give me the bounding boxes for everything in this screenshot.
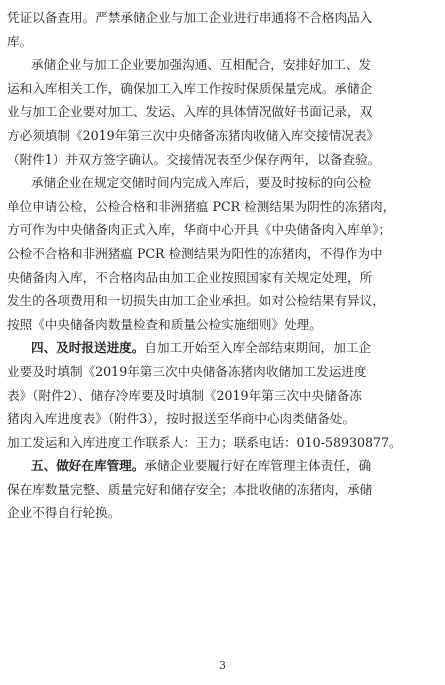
text-line: 业与加工企业要对加工、发运、入库的具体情况做好书面记录，双 — [7, 104, 373, 120]
text-line: 表》（附件2）、储存冷库要及时填制《2019年第三次中央储备冻 — [7, 387, 362, 403]
text-segment: 承储企业要履行好在库管理主体责任，确 — [144, 458, 372, 474]
text-line: 承储企业在规定交储时间内完成入库后，要及时按标的向公检 — [31, 175, 372, 191]
text-line: 保在库数量完整、质量完好和储存安全；本批收储的冻猪肉，承储 — [7, 481, 373, 497]
text-line: （附件1）并双方签字确认。交接情况表至少保存两年，以备查验。 — [7, 151, 381, 167]
text-line: 发生的各项费用和一切损失由加工企业承担。如对公检结果有异议， — [7, 293, 385, 309]
text-segment: 自加工开始至入库全部结束期间，加工企 — [144, 340, 372, 356]
text-line: 加工发运和入库进度工作联系人：王力；联系电话：010-58930877。 — [7, 434, 402, 450]
text-line: 业要及时填制《2019年第三次中央储备冻猪肉收储加工发运进度 — [7, 363, 367, 379]
text-line: 凭证以备查用。严禁承储企业与加工企业进行串通将不合格肉品入 — [7, 10, 373, 25]
body-text — [7, 6, 439, 525]
text-line: 库。 — [7, 33, 33, 49]
text-line: 央储备肉入库，不合格肉品由加工企业按照国家有关规定处理，所 — [7, 269, 373, 285]
section-heading: 四、及时报送进度。 — [31, 340, 145, 356]
section-line — [7, 454, 439, 478]
text-line: 公检不合格和非洲猪瘟 PCR 检测结果为阳性的冻猪肉，不得作为中 — [7, 245, 383, 261]
text-line: 单位申请公检，公检合格和非洲猪瘟 PCR 检测结果为阴性的冻猪肉， — [7, 198, 396, 214]
text-line: 方可作为中央储备肉正式入库，华商中心开具《中央储备肉入库单》； — [7, 222, 392, 238]
page-number: 3 — [219, 659, 226, 672]
text-line: 承储企业与加工企业要加强沟通、互相配合，安排好加工、发 — [31, 57, 372, 73]
text-line: 按照《中央储备肉数量检查和质量公检实施细则》处理。 — [7, 316, 322, 332]
text-line: 运和入库相关工作，确保加工入库工作按时保质保量完成。承储企 — [7, 80, 373, 96]
section-line — [7, 336, 439, 360]
text-line: 企业不得自行轮换。 — [7, 505, 121, 521]
text-line: 方必须填制《2019年第三次中央储备冻猪肉收储入库交接情况表》 — [7, 127, 380, 143]
text-line: 猪肉入库进度表》（附件3），按时报送至华商中心肉类储备处。 — [7, 411, 356, 427]
section-heading: 五、做好在库管理。 — [31, 458, 145, 474]
